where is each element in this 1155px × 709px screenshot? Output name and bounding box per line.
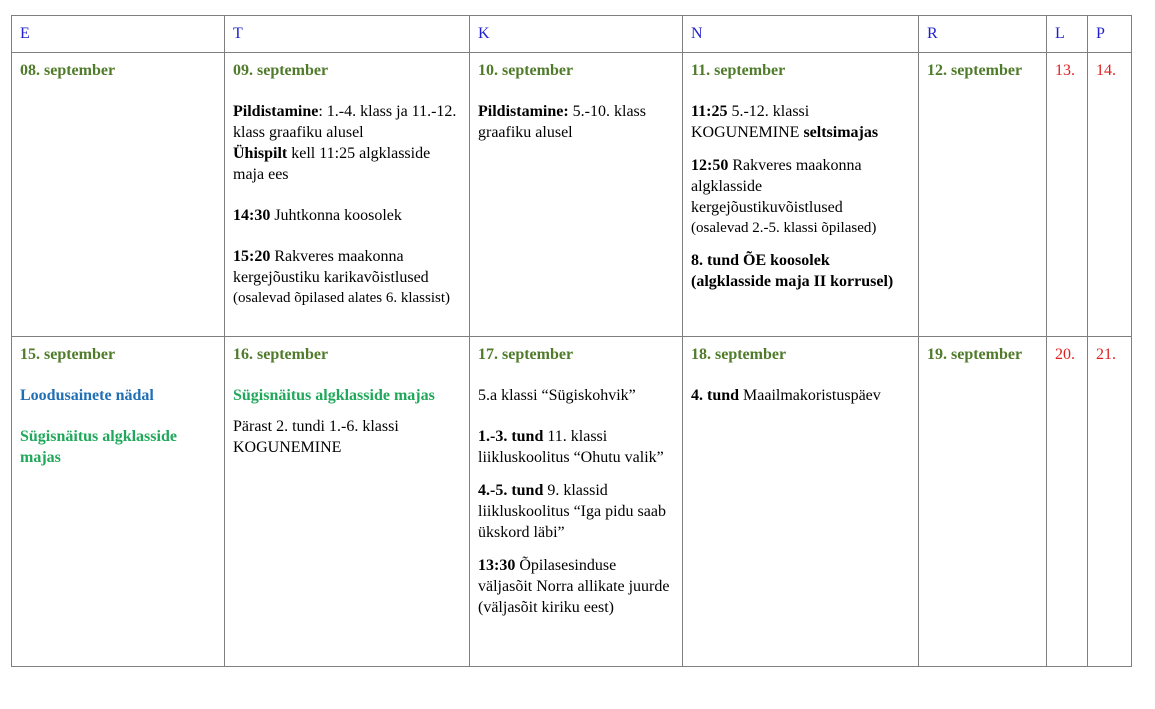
date-label: 20. xyxy=(1055,346,1075,363)
header-tuesday xyxy=(225,16,470,53)
event-text: 9. klassid liikluskoolitus “Iga pidu saab ükskord läbi” xyxy=(478,482,666,541)
header-sunday xyxy=(1088,16,1132,53)
event-bold: Pildistamine xyxy=(233,103,319,120)
day-letter: N xyxy=(691,25,703,42)
header-saturday xyxy=(1047,16,1088,53)
day-letter: T xyxy=(233,25,243,42)
header-friday xyxy=(919,16,1047,53)
event-text: Õpilasesinduse väljasõit Norra allikate juurde (väljasõit kiriku eest) xyxy=(478,557,670,616)
event-bold: 14:30 xyxy=(233,207,271,224)
event-athletics xyxy=(233,246,461,308)
date-label: 08. september xyxy=(20,62,116,79)
date-label: 11. september xyxy=(691,62,786,79)
event-cleanup-day xyxy=(691,385,910,406)
event-science-week: Loodusainete nädal xyxy=(20,387,154,404)
event-gathering xyxy=(691,101,910,143)
event-traffic-training-11 xyxy=(478,426,674,468)
event-text: 5.-12. klassi KOGUNEMINE xyxy=(691,103,810,141)
event-gathering: Pärast 2. tundi 1.-6. klassi KOGUNEMINE xyxy=(233,418,399,456)
day-cell-fri xyxy=(919,53,1047,337)
event-text: Rakveres maakonna kergejõustiku karikavõistlused xyxy=(233,248,429,286)
event-bold: 13:30 xyxy=(478,557,516,574)
date-label: 13. xyxy=(1055,62,1075,79)
event-text: kell 11:25 algklasside maja ees xyxy=(233,145,431,183)
event-autumn-cafe: 5.a klassi “Sügiskohvik” xyxy=(478,387,636,404)
day-cell-fri xyxy=(919,337,1047,667)
day-cell-wed xyxy=(470,337,683,667)
event-text: 11. klassi liikluskoolitus “Ohutu valik” xyxy=(478,428,664,466)
day-cell-tue xyxy=(225,337,470,667)
event-bold: 4.-5. tund xyxy=(478,482,544,499)
event-text: Rakveres maakonna algklasside kergejõustikuvõistlused xyxy=(691,157,862,216)
header-monday xyxy=(12,16,225,53)
header-thursday xyxy=(683,16,919,53)
date-label: 15. september xyxy=(20,346,116,363)
event-text: Juhtkonna koosolek xyxy=(270,207,402,224)
event-traffic-training-9 xyxy=(478,480,674,543)
event-bold: 8. tund ÕE koosolek (algklasside maja II korrusel) xyxy=(691,252,894,290)
event-text: 5.-10. klass graafiku alusel xyxy=(478,103,646,141)
day-cell-thu xyxy=(683,337,919,667)
date-label: 18. september xyxy=(691,346,787,363)
date-label: 12. september xyxy=(927,62,1023,79)
day-cell-tue xyxy=(225,53,470,337)
day-cell-sun xyxy=(1088,337,1132,667)
event-bold: seltsimajas xyxy=(803,124,879,141)
day-cell-sat xyxy=(1047,53,1088,337)
event-text: Maailmakoristuspäev xyxy=(739,387,881,404)
header-row xyxy=(12,16,1132,53)
date-label: 17. september xyxy=(478,346,574,363)
event-meeting xyxy=(233,205,461,226)
date-label: 09. september xyxy=(233,62,329,79)
date-label: 19. september xyxy=(927,346,1023,363)
day-letter: E xyxy=(20,25,30,42)
day-cell-sun xyxy=(1088,53,1132,337)
date-label: 10. september xyxy=(478,62,574,79)
event-bold: 1.-3. tund xyxy=(478,428,544,445)
event-text: : 1.-4. klass ja 11.-12. klass graafiku alusel xyxy=(233,103,457,141)
event-autumn-exhibition: Sügisnäitus algklasside majas xyxy=(20,428,177,466)
day-cell-sat xyxy=(1047,337,1088,667)
event-autumn-exhibition: Sügisnäitus algklasside majas xyxy=(233,387,435,404)
event-note: (osalevad õpilased alates 6. klassist) xyxy=(233,290,451,306)
event-bold: 12:50 xyxy=(691,157,729,174)
event-bold: 4. tund xyxy=(691,387,740,404)
event-athletics xyxy=(691,155,910,238)
event-photo xyxy=(233,101,461,185)
day-letter: P xyxy=(1096,25,1105,42)
day-letter: L xyxy=(1055,25,1065,42)
date-label: 16. september xyxy=(233,346,329,363)
event-note: (osalevad 2.-5. klassi õpilased) xyxy=(691,220,877,236)
week-row-1 xyxy=(12,53,1132,337)
event-bold: 15:20 xyxy=(233,248,271,265)
date-label: 14. xyxy=(1096,62,1116,79)
event-teacher-meeting xyxy=(691,250,910,292)
week-row-2 xyxy=(12,337,1132,667)
header-wednesday xyxy=(470,16,683,53)
day-letter: R xyxy=(927,25,938,42)
event-bold: Ühispilt xyxy=(233,145,288,162)
event-bold: 11:25 xyxy=(691,103,728,120)
day-cell-mon xyxy=(12,53,225,337)
event-photo xyxy=(478,101,674,143)
event-bold: Pildistamine: xyxy=(478,103,569,120)
date-label: 21. xyxy=(1096,346,1116,363)
day-letter: K xyxy=(478,25,490,42)
day-cell-thu xyxy=(683,53,919,337)
event-trip xyxy=(478,555,674,618)
day-cell-mon xyxy=(12,337,225,667)
day-cell-wed xyxy=(470,53,683,337)
calendar-table xyxy=(11,15,1132,667)
